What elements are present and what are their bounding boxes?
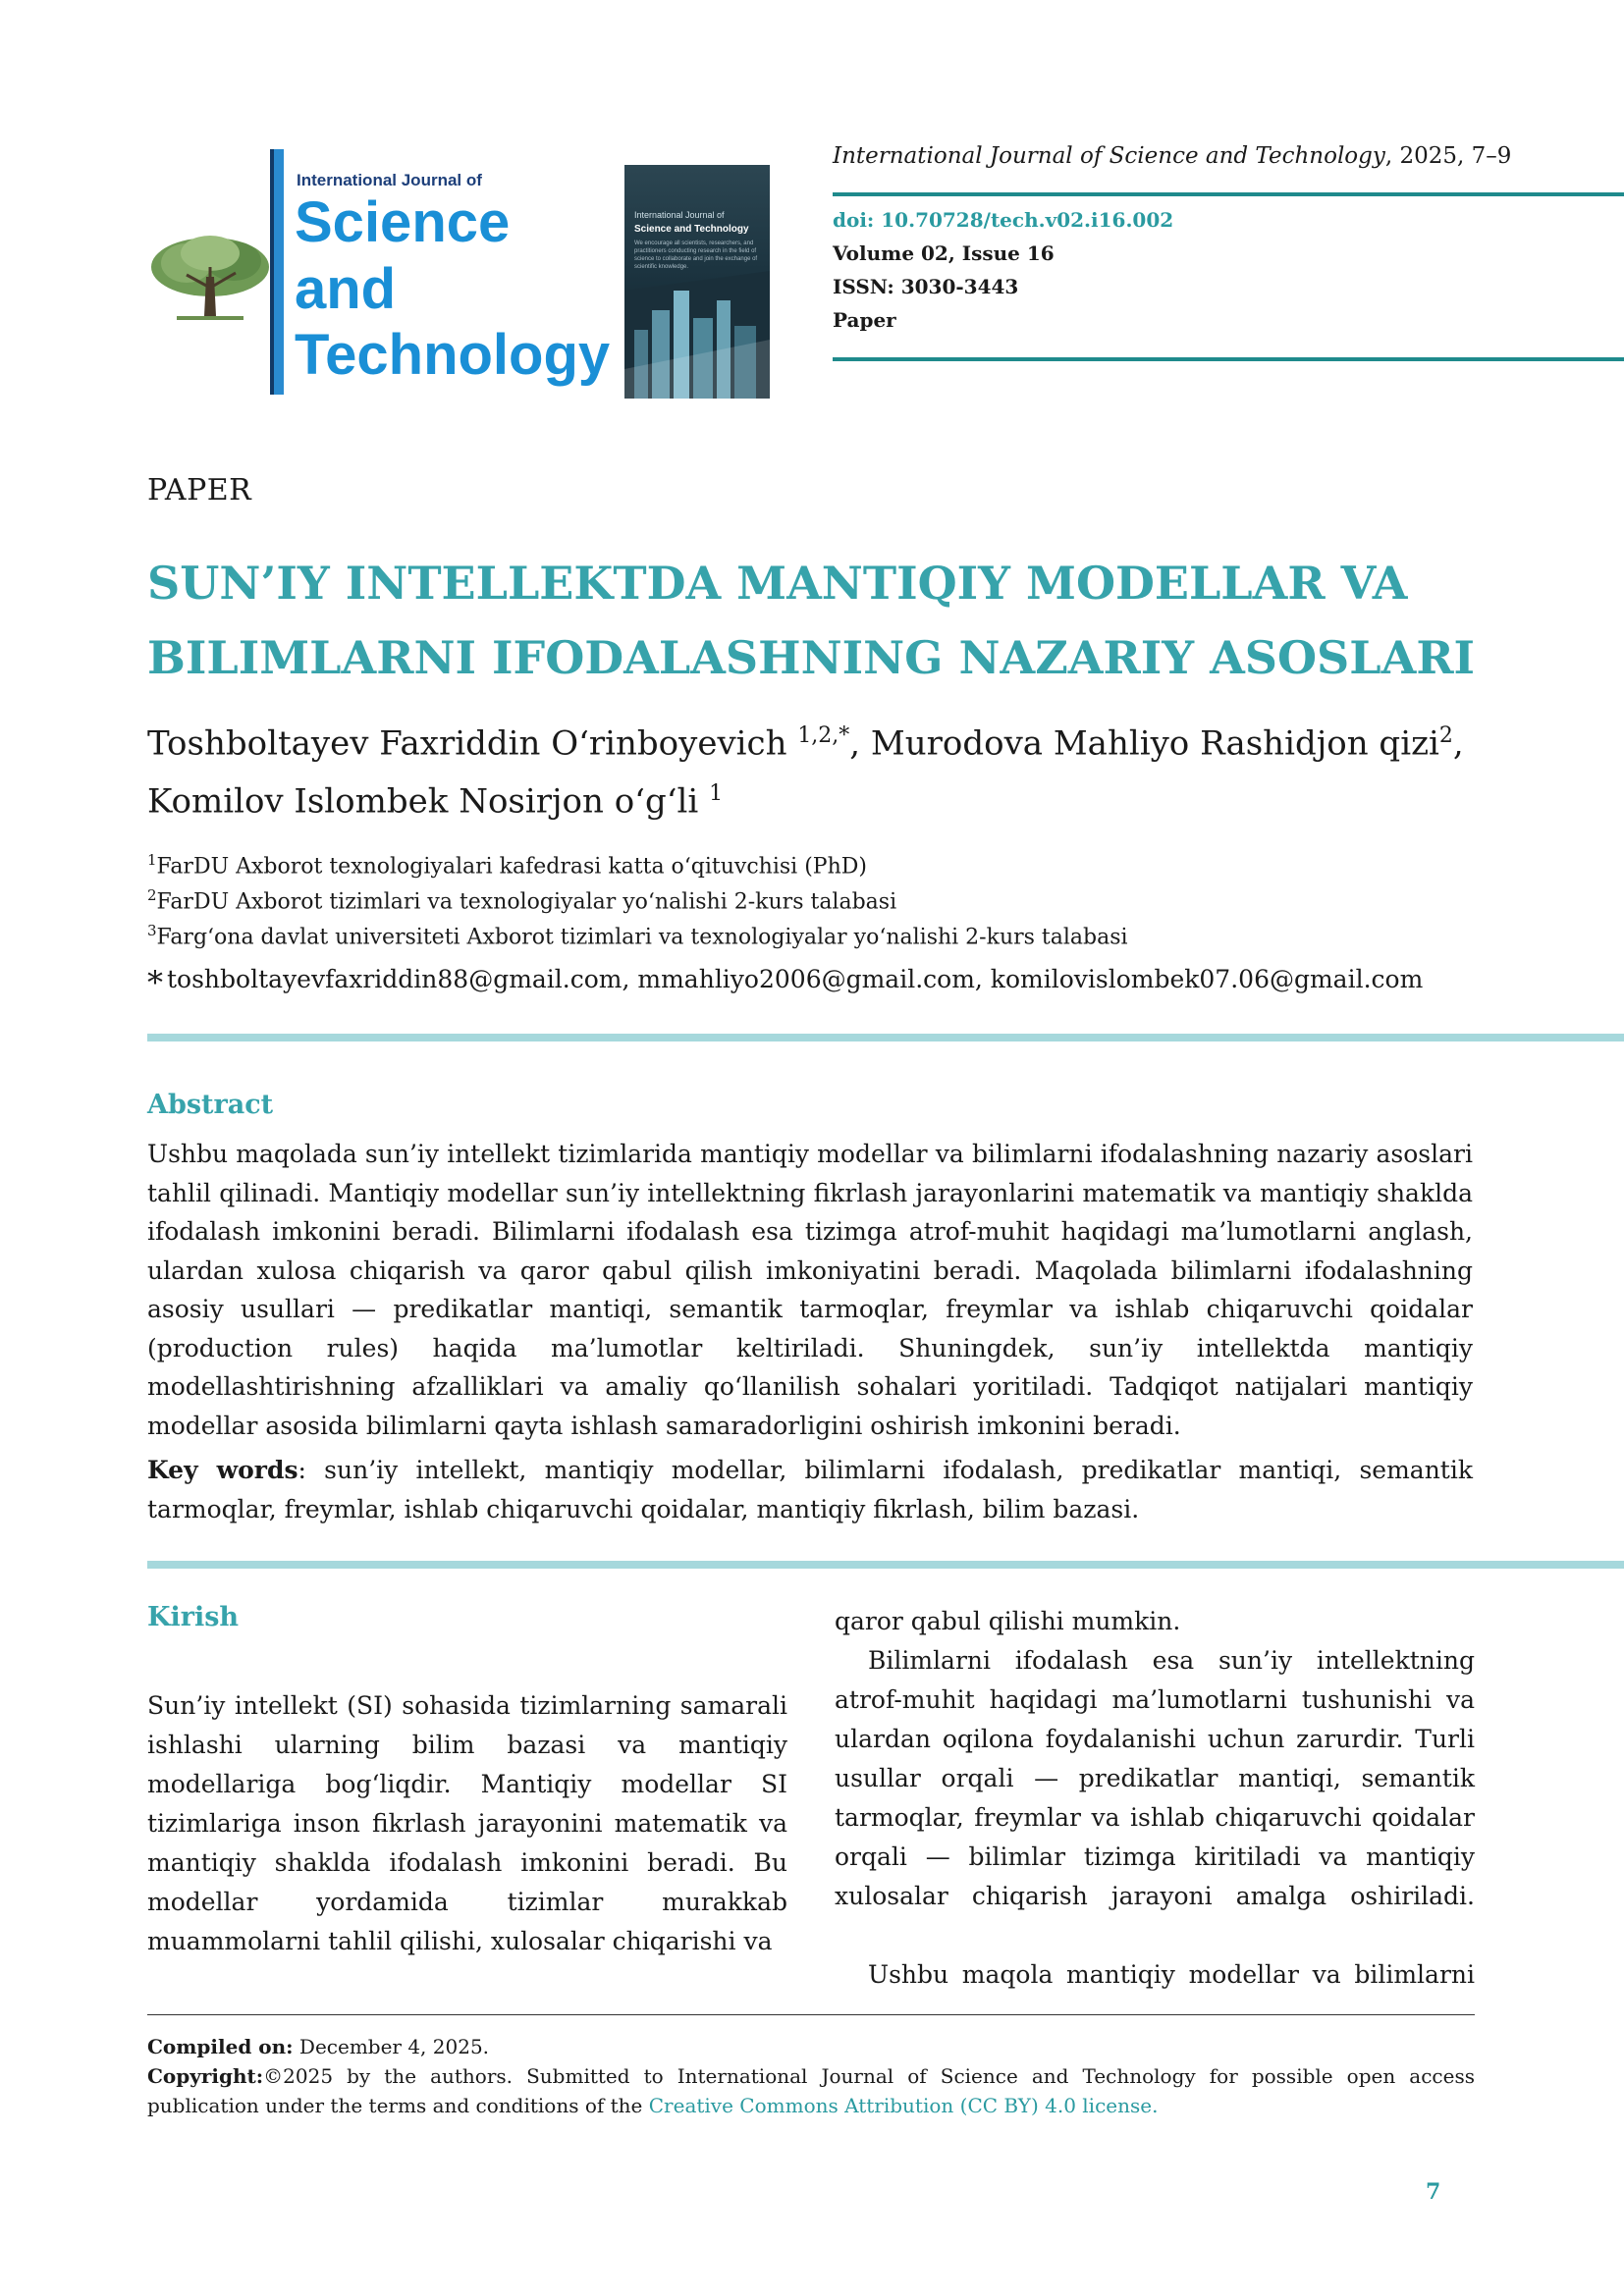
copyright-text: ©2025 by the authors. Submitted to International Journal of Science and Technology for possible open access publication under the terms and conditions of the bbox=[147, 2064, 1475, 2117]
intro-paragraph-2: Bilimlarni ifodalash esa sun’iy intellektning atrof-muhit haqidagi ma’lumotlarni tushunishi va ulardan oqilona foydalanishi uchun zarurdir. Turli usullar orqali — predikatlar mantiqi, semantik tarmoqlar, freymlar va ishlab chiqaruvchi qoidalar orqali — bilimlar tizimga kiritiladi va mantiqiy xulosalar chiqarish jarayoni amalga oshiriladi. bbox=[835, 1646, 1475, 1910]
paper-title: SUN’IY INTELLEKTDA MANTIQIY MODELLAR VA BILIMLARNI IFODALASHNING NAZARIY ASOSLARI bbox=[147, 557, 1476, 684]
header-rule-bottom bbox=[833, 357, 1624, 361]
journal-cover-image bbox=[624, 165, 770, 399]
cover-blurb: We encourage all scientists, researchers, and practitioners conducting research in the field of science to collaborate and join the exchange of scientific knowledge. bbox=[634, 240, 758, 270]
journal-year-pages: , 2025, 7–9 bbox=[1384, 143, 1512, 169]
author-3: , Komilov Islombek Nosirjon o‘g‘li bbox=[147, 723, 1464, 822]
asterisk-icon: * bbox=[147, 964, 163, 1001]
intro-heading: Kirish bbox=[147, 1602, 240, 1632]
copyright-label: Copyright: bbox=[147, 2064, 264, 2088]
abstract-text: Ushbu maqolada sun’iy intellekt tizimlarida mantiqiy modellar va bilimlarni ifodalashning nazariy asoslari tahlil qilinadi. Mantiqiy modellar sun’iy intellektning fikrlash jarayonlarini matematik va mantiqiy shaklda ifodalash imkonini beradi. Bilimlarni ifodalash esa tizimga atrof-muhit haqidagi ma’lumotlarni anglash, ulardan xulosa chiqarish va qaror qabul qilish imkoniyatini beradi. Maqolada bilimlarni ifodalashning asosiy usullari — predikatlar mantiqi, semantik tarmoqlar, freymlar va ishlab chiqaruvchi qoidalar (production rules) haqida ma’lumotlar keltiriladi. Shuningdek, sun’iy intellektda mantiqiy modellashtirishning afzalliklari va amaliy qo‘llanilish sohalari yoritiladi. Tadqiqot natijalari mantiqiy modellar asosida bilimlarni qayta ishlash samaradorligini oshirish imkonini beradi. bbox=[147, 1140, 1473, 1440]
intro-paragraph-3: Ushbu maqola mantiqiy modellar va bilimlarni bbox=[868, 1960, 1475, 1989]
corresponding-emails bbox=[147, 964, 1423, 1001]
affiliation-3-text: Farg‘ona davlat universiteti Axborot tizimlari va texnologiyalar yo‘nalishi 2-kurs talabasi bbox=[156, 925, 1128, 950]
logo-line-science: Science bbox=[295, 190, 511, 254]
author-1: Toshboltayev Faxriddin O‘rinboyevich bbox=[147, 723, 798, 764]
footer-rule bbox=[147, 2014, 1475, 2015]
keywords-label: Key words bbox=[147, 1456, 298, 1484]
logo-bar bbox=[270, 149, 284, 395]
affiliation-2-num: 2 bbox=[147, 886, 157, 904]
city-skyline-icon bbox=[624, 271, 770, 399]
intro-paragraph-1: Sun’iy intellekt (SI) sohasida tizimlarning samarali ishlashi ularning bilim bazasi va mantiqiy modellariga bog‘liqdir. Mantiqiy modellar SI tizimlariga inson fikrlash jarayonini matematik va mantiqiy shaklda ifodalash imkonini beradi. Bu modellar yordamida tizimlar murakkab muammolarni tahlil qilishi, xulosalar chiqarishi va bbox=[147, 1691, 787, 1955]
logo-subtitle: International Journal of bbox=[297, 171, 482, 189]
article-type: Paper bbox=[833, 308, 896, 332]
cover-title-small: International Journal of bbox=[634, 210, 725, 220]
abstract-heading: Abstract bbox=[147, 1090, 274, 1120]
logo-tree-icon bbox=[147, 228, 273, 326]
compiled-on bbox=[147, 2032, 1475, 2061]
volume-issue: Volume 02, Issue 16 bbox=[833, 241, 1055, 265]
journal-citation bbox=[833, 143, 1511, 169]
doi-link[interactable]: doi: 10.70728/tech.v02.i16.002 bbox=[833, 208, 1174, 232]
affiliation-1-text: FarDU Axborot texnologiyalari kafedrasi katta o‘qituvchisi (PhD) bbox=[156, 854, 867, 880]
keywords-list: : sun’iy intellekt, mantiqiy modellar, bilimlarni ifodalash, predikatlar mantiqi, semantik tarmoqlar, freymlar, ishlab chiqaruvchi qoidalar, mantiqiy fikrlash, bilim bazasi. bbox=[147, 1456, 1473, 1523]
copyright-notice bbox=[147, 2061, 1475, 2120]
author-3-affil: 1 bbox=[709, 781, 724, 807]
author-list bbox=[147, 711, 1502, 828]
intro-column-right bbox=[835, 1602, 1475, 2034]
divider-above-abstract bbox=[147, 1034, 1624, 1041]
page-number: 7 bbox=[1426, 2179, 1441, 2205]
license-link[interactable]: Creative Commons Attribution (CC BY) 4.0 license. bbox=[648, 2094, 1159, 2117]
intro-column-left bbox=[147, 1686, 787, 1961]
affiliation-3-num: 3 bbox=[147, 922, 157, 939]
header-rule-top bbox=[833, 192, 1624, 196]
paper-label: PAPER bbox=[147, 473, 252, 507]
compiled-date: December 4, 2025. bbox=[293, 2035, 490, 2058]
author-2-affil: 2 bbox=[1438, 723, 1453, 748]
logo-line-and: and bbox=[295, 257, 397, 321]
keywords bbox=[147, 1451, 1473, 1528]
intro-paragraph-1-end: qaror qabul qilishi mumkin. bbox=[835, 1607, 1181, 1635]
affiliation-2-text: FarDU Axborot tizimlari va texnologiyalar yo‘nalishi 2-kurs talabasi bbox=[156, 889, 897, 915]
cover-title-big: Science and Technology bbox=[634, 224, 749, 235]
journal-name: International Journal of Science and Technology bbox=[833, 143, 1385, 169]
author-1-affil: 1,2,* bbox=[797, 723, 850, 748]
author-2: , Murodova Mahliyo Rashidjon qizi bbox=[849, 723, 1439, 764]
issn: ISSN: 3030-3443 bbox=[833, 275, 1019, 298]
logo-line-technology: Technology bbox=[295, 323, 611, 387]
affiliation-3 bbox=[147, 913, 1502, 955]
compiled-label: Compiled on: bbox=[147, 2035, 294, 2058]
divider-below-abstract bbox=[147, 1561, 1624, 1569]
email-list[interactable]: toshboltayevfaxriddin88@gmail.com, mmahliyo2006@gmail.com, komilovislombek07.06@gmail.com bbox=[167, 965, 1424, 993]
affiliation-1-num: 1 bbox=[147, 851, 157, 869]
